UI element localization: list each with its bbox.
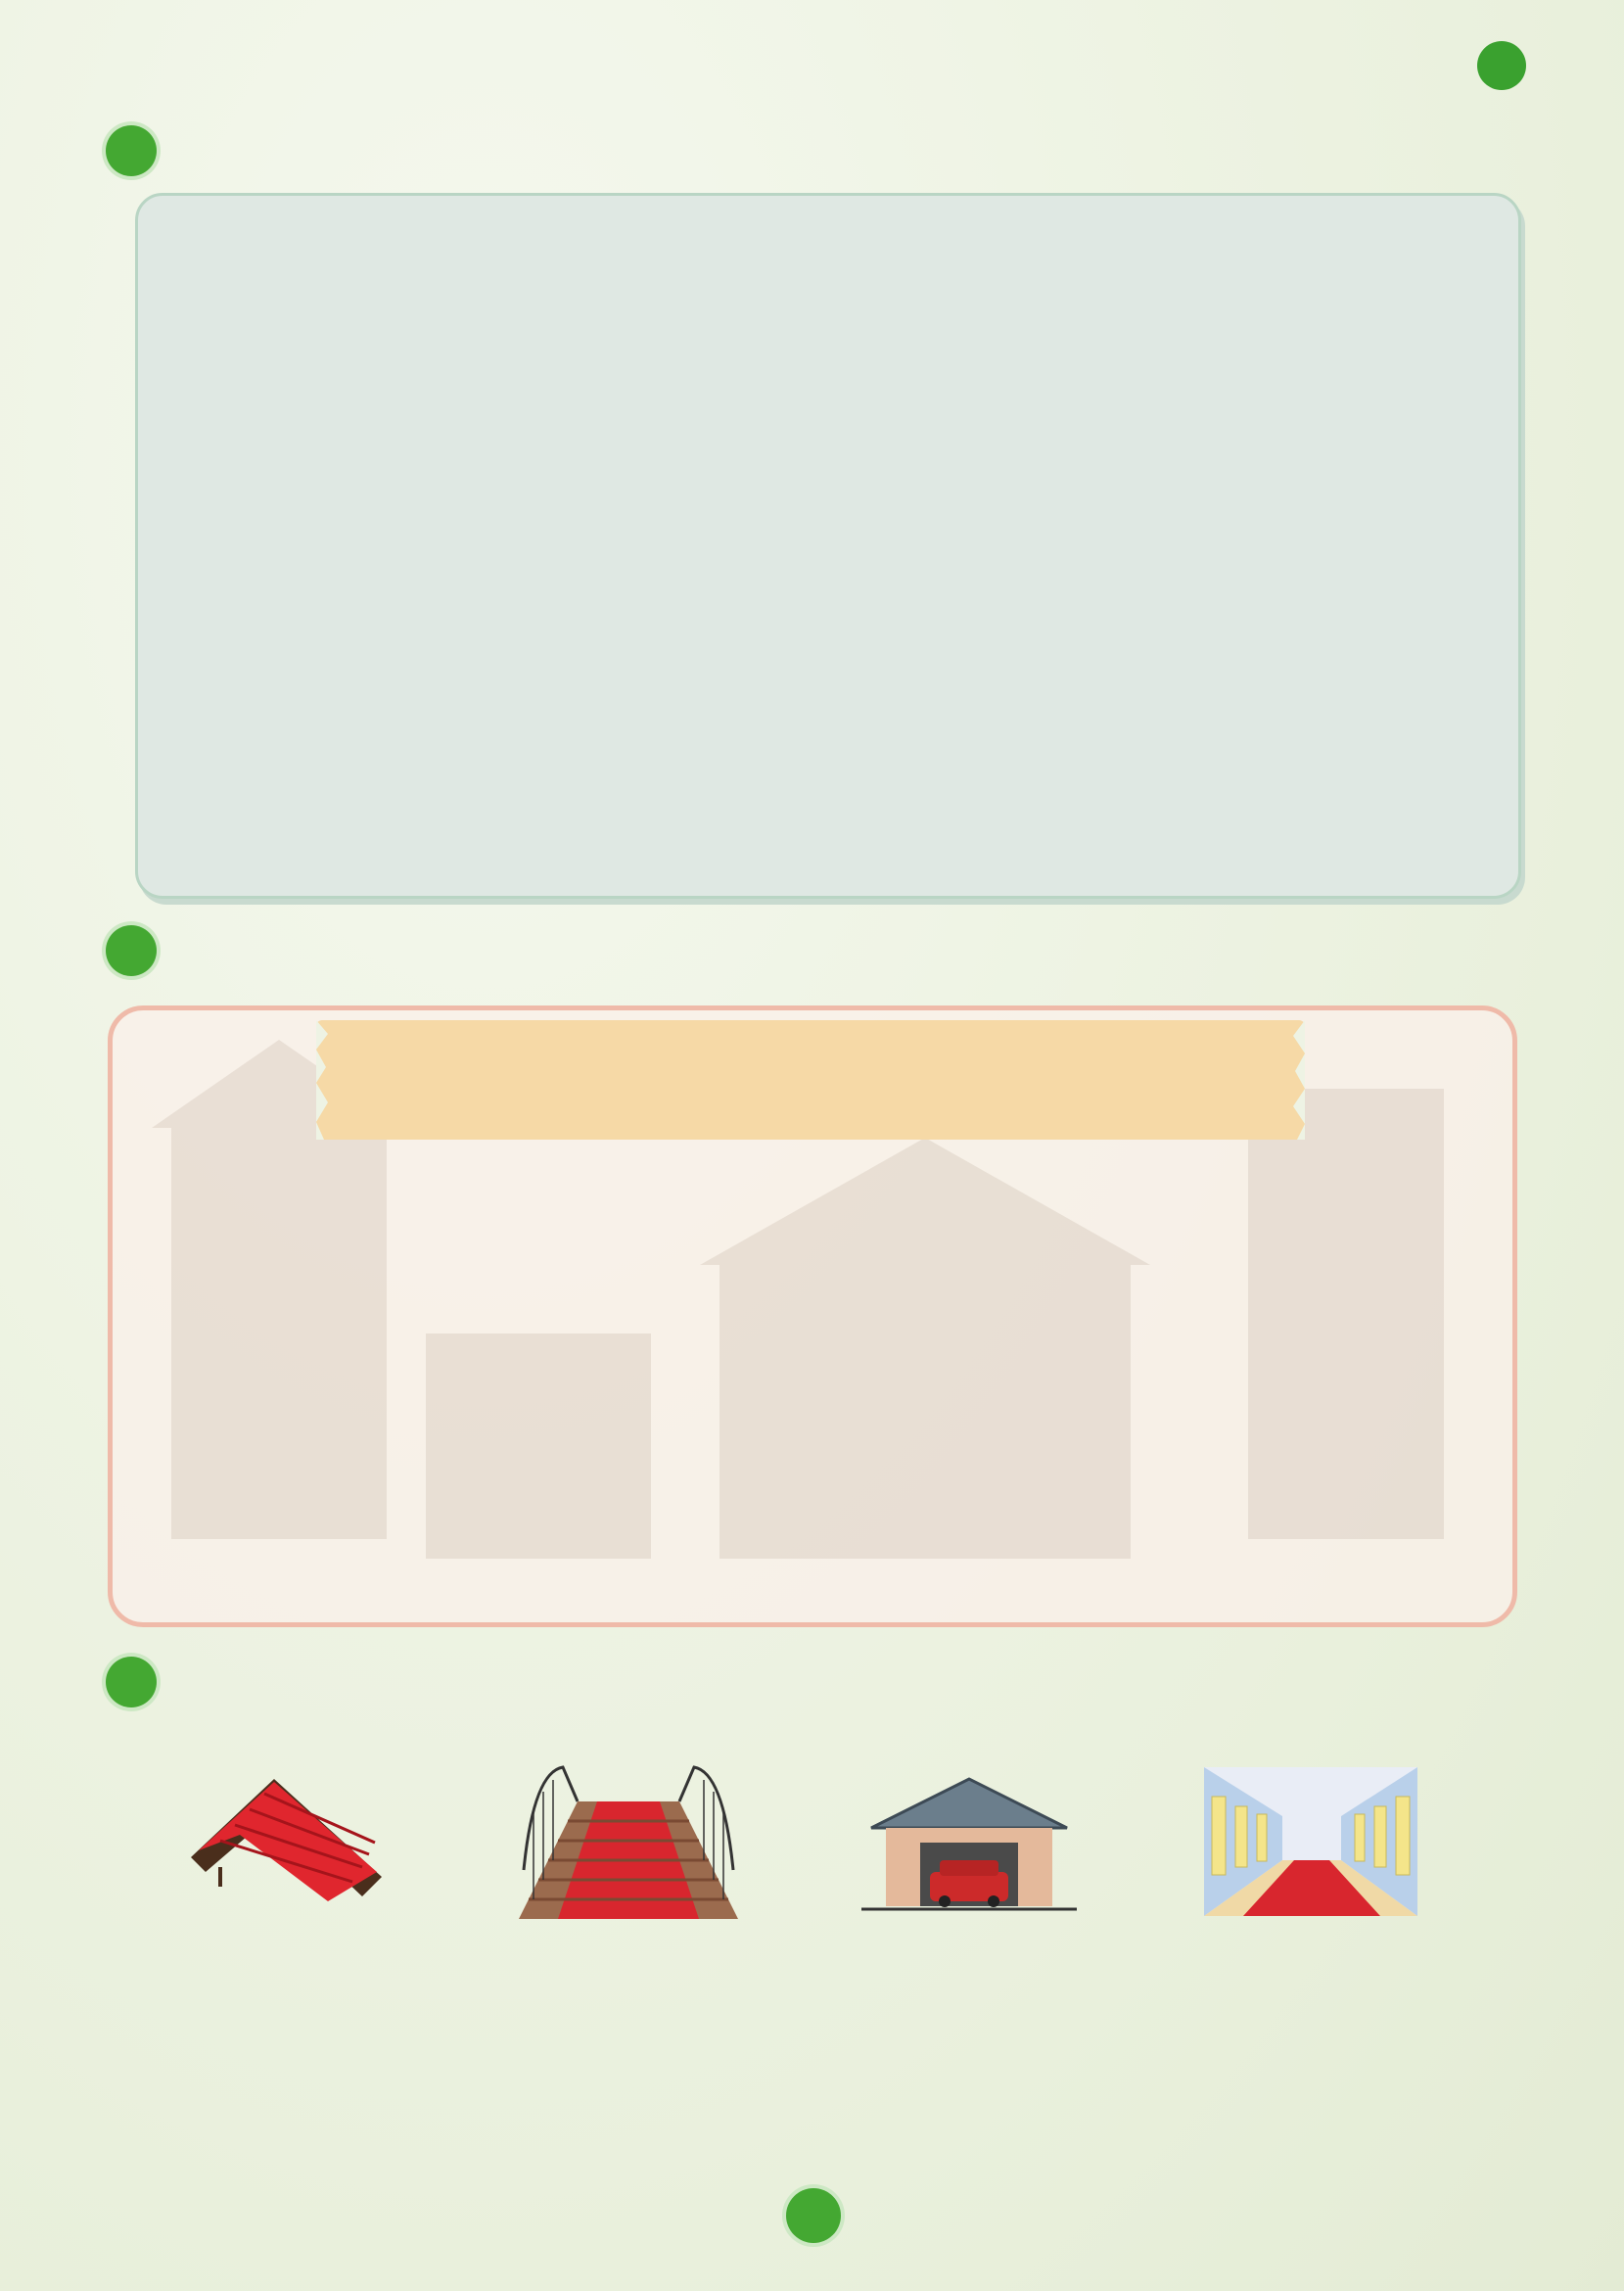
theme-number: [1477, 41, 1526, 90]
corridor-picture: [1204, 1767, 1417, 1916]
garage-picture: [861, 1774, 1077, 1911]
exercise-5-number: [106, 1657, 157, 1707]
exercise-4-number: [106, 925, 157, 976]
stairs-picture: [519, 1762, 738, 1919]
exercise-4-heading: [106, 925, 1486, 976]
word-box: [316, 1020, 1305, 1140]
exercise-3-heading: [106, 125, 1486, 176]
attic-roof-picture: [181, 1774, 392, 1906]
exercise-3-number: [106, 125, 157, 176]
word-box-torn-edges: [316, 1020, 1305, 1140]
exercise-5-heading: [106, 1657, 1486, 1707]
matching-notebook-box: [135, 193, 1521, 899]
page-number: [786, 2188, 841, 2243]
theme-badge: [1465, 41, 1526, 90]
